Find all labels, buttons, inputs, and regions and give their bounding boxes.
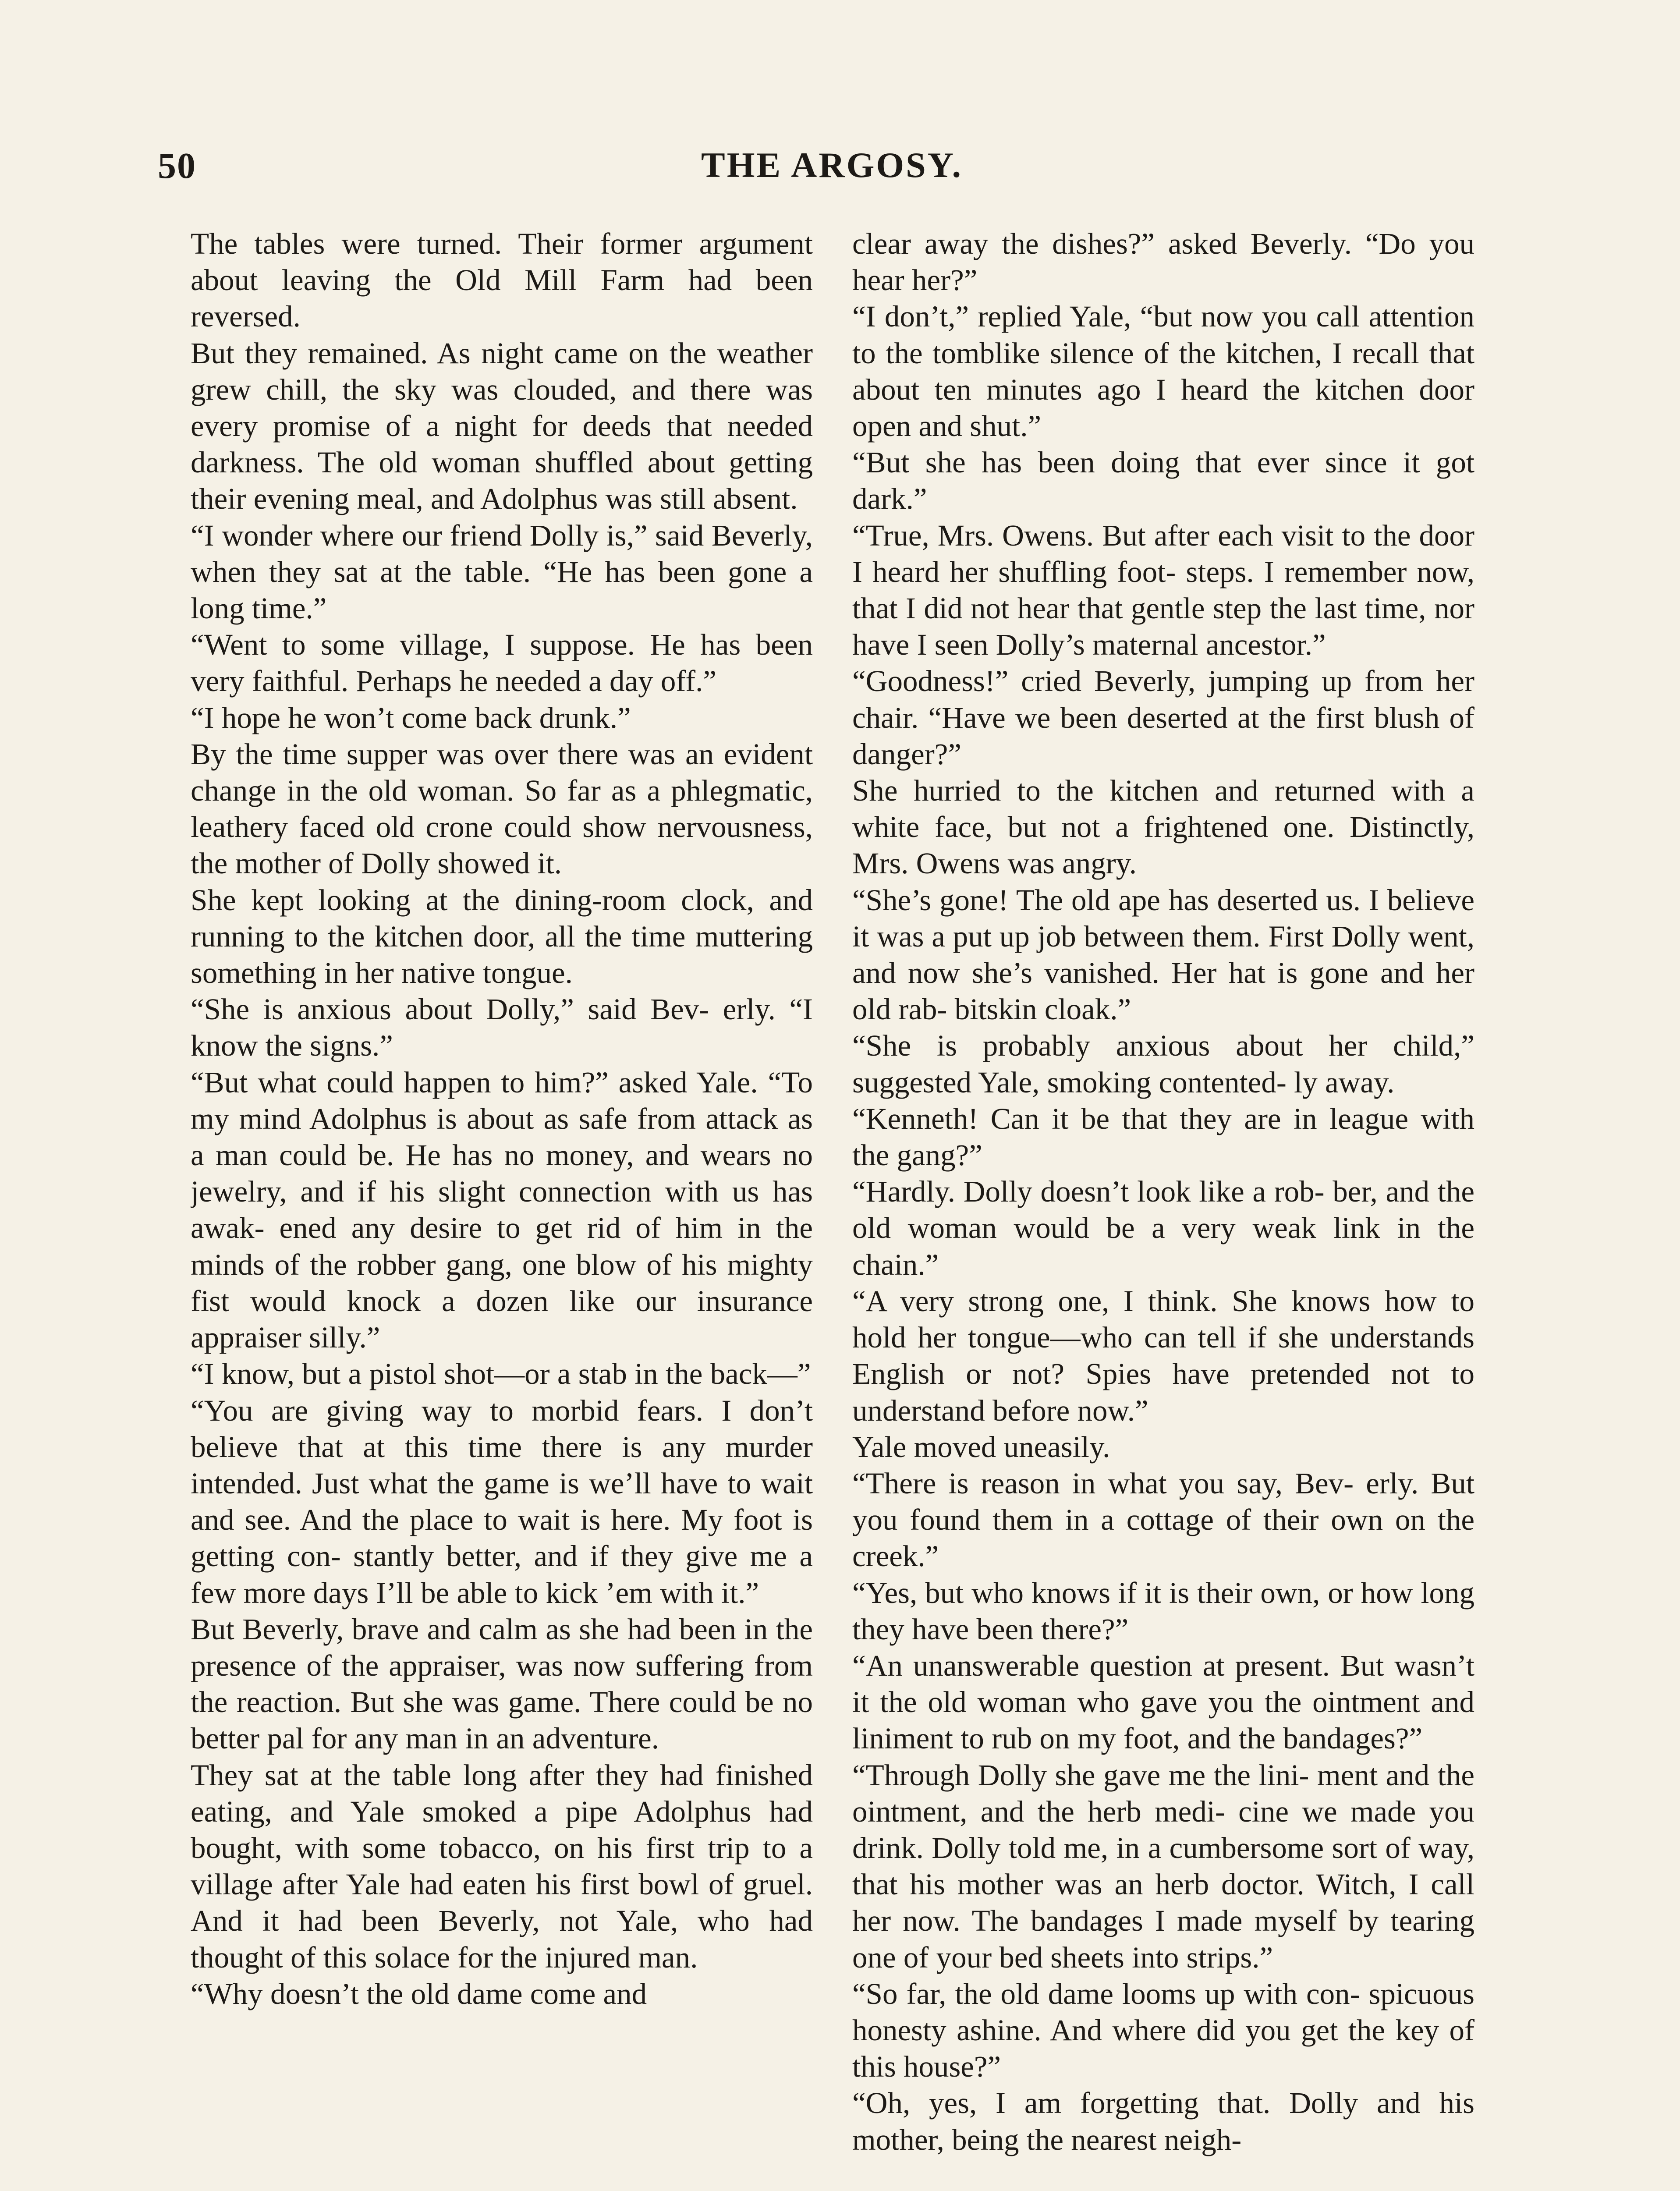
paragraph: clear away the dishes?” asked Beverly. “Do you hear her?” [852, 227, 1474, 297]
running-title: THE ARGOSY. [701, 145, 963, 185]
paragraph: “I know, but a pistol shot—or a stab in the back—” [191, 1357, 811, 1391]
paragraph: “She is anxious about Dolly,” said Bev- erly. “I know the signs.” [191, 993, 813, 1063]
paragraph: “I wonder where our friend Dolly is,” said Beverly, when they sat at the table. “He has been gone a long time.” [191, 518, 813, 625]
paragraph: “I hope he won’t come back drunk.” [191, 701, 631, 734]
right-column [852, 226, 1474, 2191]
paragraph: “Kenneth! Can it be that they are in league with the gang?” [852, 1102, 1474, 1172]
paragraph: But Beverly, brave and calm as she had been in the presence of the appraiser, was now suffering from the reaction. But she was game. There could be no better pal for any man in an adventure. [191, 1612, 813, 1755]
paragraph: “She is probably anxious about her child,” suggested Yale, smoking contented- ly away. [852, 1029, 1474, 1099]
paragraph: “An unanswerable question at present. But wasn’t it the old woman who gave you the ointment and liniment to rub on my foot, and the bandages?” [852, 1649, 1474, 1755]
paragraph: “True, Mrs. Owens. But after each visit to the door I heard her shuffling foot- steps. I remember now, that I did not hear that gentle step the last time, nor have I seen Dolly’s maternal ancestor.” [852, 518, 1474, 662]
paragraph: “You are giving way to morbid fears. I don’t believe that at this time there is any murder intended. Just what the game is we’ll have to wait and see. And the place to wait is here. My foot is getting con- stantly better, and if they give me a few more days I’ll be able to kick ’em with it.” [191, 1393, 813, 1610]
page-header [158, 145, 1516, 197]
paragraph: The tables were turned. Their former argument about leaving the Old Mill Farm had been reversed. [191, 227, 813, 333]
paragraph: She kept looking at the dining-room clock, and running to the kitchen door, all the time muttering something in her native tongue. [191, 883, 813, 990]
paragraph: “Hardly. Dolly doesn’t look like a rob- ber, and the old woman would be a very weak link in the chain.” [852, 1175, 1474, 1281]
paragraph: “Why doesn’t the old dame come and [191, 1977, 647, 2010]
paragraph: “So far, the old dame looms up with con- spicuous honesty ashine. And where did you get the key of this house?” [852, 1977, 1474, 2084]
paragraph: “I don’t,” replied Yale, “but now you call attention to the tomblike silence of the kitchen, I recall that about ten minutes ago I heard the kitchen door open and shut.” [852, 300, 1474, 443]
paragraph: “Oh, yes, I am forgetting that. Dolly and his mother, being the nearest neigh- [852, 2086, 1474, 2156]
paragraph: “There is reason in what you say, Bev- erly. But you found them in a cottage of their own on the creek.” [852, 1466, 1474, 1573]
paragraph: “But she has been doing that ever since it got dark.” [852, 446, 1474, 516]
paragraph: By the time supper was over there was an evident change in the old woman. So far as a phlegmatic, leathery faced old crone could show nervousness, the mother of Dolly showed it. [191, 737, 813, 880]
paragraph: “Through Dolly she gave me the lini- ment and the ointment, and the herb medi- cine we made you drink. Dolly told me, in a cumbersome sort of way, that his mother was an herb doctor. Witch, I call her now. The bandages I made myself by tearing one of your bed sheets into strips.” [852, 1758, 1474, 1974]
paragraph: “But what could happen to him?” asked Yale. “To my mind Adolphus is about as safe from attack as a man could be. He has no money, and wears no jewelry, and if his slight connection with us has awak- ened any desire to get rid of him in the minds of the robber gang, one blow of his mighty fist would knock a dozen like our insurance appraiser silly.” [191, 1065, 813, 1354]
page-number: 50 [158, 145, 196, 186]
paragraph: “Goodness!” cried Beverly, jumping up from her chair. “Have we been deserted at the first blush of danger?” [852, 664, 1474, 771]
left-column [191, 226, 813, 2191]
paragraph: They sat at the table long after they had finished eating, and Yale smoked a pipe Adolphus had bought, with some tobacco, on his first trip to a village after Yale had eaten his first bowl of gruel. And it had been Beverly, not Yale, who had thought of this solace for the injured man. [191, 1758, 813, 1974]
paragraph: Yale moved uneasily. [852, 1430, 1110, 1464]
paragraph: She hurried to the kitchen and returned with a white face, but not a frightened one. Distinctly, Mrs. Owens was angry. [852, 774, 1474, 880]
paragraph: “A very strong one, I think. She knows how to hold her tongue—who can tell if she understands English or not? Spies have pretended not to understand before now.” [852, 1284, 1474, 1427]
paragraph: “Yes, but who knows if it is their own, or how long they have been there?” [852, 1576, 1474, 1646]
paragraph: But they remained. As night came on the weather grew chill, the sky was clouded, and there was every promise of a night for deeds that needed darkness. The old woman shuffled about getting their evening meal, and Adolphus was still absent. [191, 336, 813, 516]
paragraph: “She’s gone! The old ape has deserted us. I believe it was a put up job between them. First Dolly went, and now she’s vanished. Her hat is gone and her old rab- bitskin cloak.” [852, 883, 1474, 1026]
paragraph: “Went to some village, I suppose. He has been very faithful. Perhaps he needed a day off.” [191, 628, 813, 698]
